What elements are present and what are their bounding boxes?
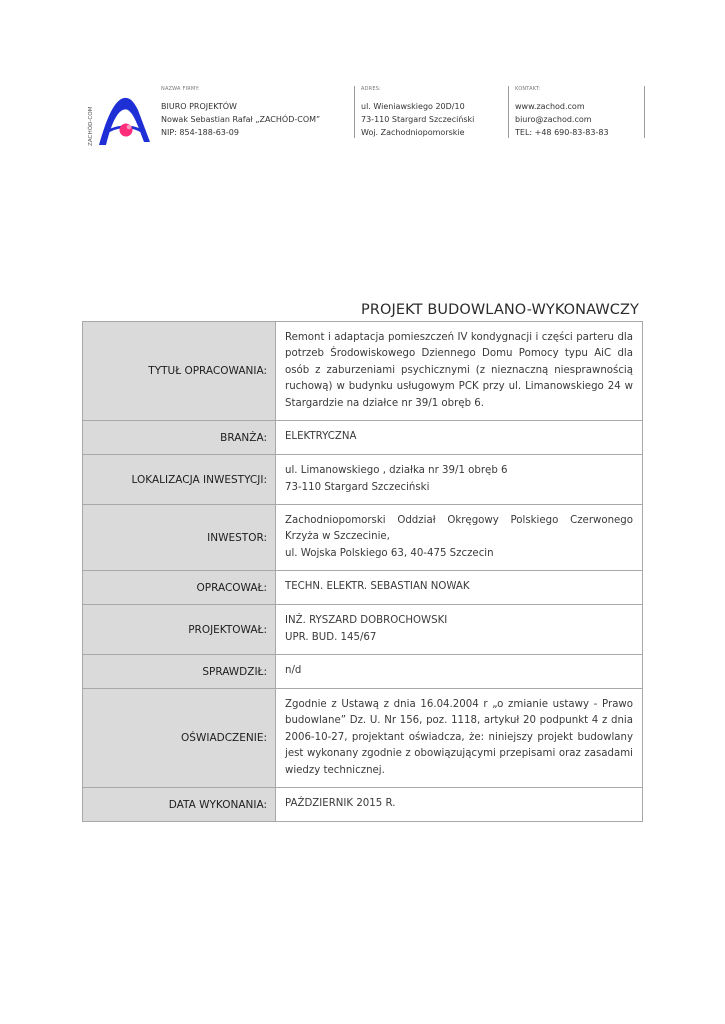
- table-row-location: [83, 455, 643, 505]
- contact-caption: KONTAKT:: [515, 86, 541, 92]
- row-value-line: Zgodnie z Ustawą z dnia 16.04.2004 r „o zmianie ustawy - Prawo budowlane” Dz. U. Nr 156, poz. 1118, artykuł 20 podpunkt 4 z dnia 2006-10-27, projektant oświadcza, że: niniejszy projekt budowlany jest wykonany zgodnie z obowiązującymi przepisami oraz zasadami wiedzy technicznej.: [285, 698, 633, 776]
- row-value: [276, 605, 643, 655]
- document-title: PROJEKT BUDOWLANO-WYKONAWCZY: [361, 302, 639, 318]
- row-value: [276, 505, 643, 571]
- company-name: BIURO PROJEKTÓW: [161, 102, 237, 111]
- row-label: TYTUŁ OPRACOWANIA:: [83, 322, 276, 421]
- address-region: Woj. Zachodniopomorskie: [361, 128, 465, 137]
- table-row-designed-by: [83, 605, 643, 655]
- row-label: LOKALIZACJA INWESTYCJI:: [83, 455, 276, 505]
- row-value-line: Zachodniopomorski Oddział Okręgowy Polskiego Czerwonego Krzyża w Szczecinie,: [285, 514, 633, 543]
- row-value-line: UPR. BUD. 145/67: [285, 631, 377, 643]
- row-value: [276, 655, 643, 689]
- header-divider: [644, 86, 645, 138]
- row-label: DATA WYKONANIA:: [83, 788, 276, 822]
- contact-website[interactable]: www.zachod.com: [515, 102, 585, 111]
- company-owner: Nowak Sebastian Rafał „ZACHÓD-COM”: [161, 115, 321, 124]
- row-value-line: TECHN. ELEKTR. SEBASTIAN NOWAK: [285, 581, 470, 593]
- row-label: INWESTOR:: [83, 505, 276, 571]
- address-info: [354, 86, 501, 138]
- row-value-line: 73-110 Stargard Szczeciński: [285, 481, 430, 493]
- row-label: SPRAWDZIŁ:: [83, 655, 276, 689]
- row-value: [276, 455, 643, 505]
- table-row-investor: [83, 505, 643, 571]
- row-value-line: n/d: [285, 665, 302, 677]
- contact-email[interactable]: biuro@zachod.com: [515, 115, 592, 124]
- row-value: [276, 571, 643, 605]
- row-label: PROJEKTOWAŁ:: [83, 605, 276, 655]
- address-street: ul. Wieniawskiego 20D/10: [361, 102, 465, 111]
- row-value-line: ELEKTRYCZNA: [285, 431, 357, 443]
- row-label: OŚWIADCZENIE:: [83, 689, 276, 788]
- row-value-line: ul. Limanowskiego , działka nr 39/1 obręb 6: [285, 464, 508, 476]
- company-info: [155, 86, 351, 138]
- row-label: BRANŻA:: [83, 421, 276, 455]
- table-row-title: [83, 322, 643, 421]
- company-caption: NAZWA FIRMY:: [161, 86, 200, 92]
- row-value-line: Remont i adaptacja pomieszczeń IV kondygnacji i części parteru dla potrzeb Środowiskowego Dziennego Domu Pomocy typu AiC dla osób z zaburzeniami psychicznymi (z nieznaczną niesprawnością ruchową) w budynku usługowym PCK przy ul. Limanowskiego 24 w Stargardzie na działce nr 39/1 obręb 6.: [285, 331, 633, 409]
- row-value: [276, 421, 643, 455]
- row-value-line: PAŹDZIERNIK 2015 R.: [285, 798, 396, 810]
- contact-phone: TEL: +48 690-83-83-83: [515, 128, 609, 137]
- row-value: [276, 689, 643, 788]
- table-row-date: [83, 788, 643, 822]
- address-city: 73-110 Stargard Szczeciński: [361, 115, 475, 124]
- row-value-line: ul. Wojska Polskiego 63, 40-475 Szczecin: [285, 547, 494, 559]
- contact-info: [508, 86, 645, 138]
- table-row-checked-by: [83, 655, 643, 689]
- address-caption: ADRES:: [361, 86, 381, 92]
- row-value: [276, 322, 643, 421]
- table-row-statement: [83, 689, 643, 788]
- svg-text:ZACHÓD-COM: ZACHÓD-COM: [88, 106, 94, 146]
- company-nip: NIP: 854-188-63-09: [161, 128, 239, 137]
- row-value: [276, 788, 643, 822]
- project-info-table: [82, 321, 643, 822]
- row-label: OPRACOWAŁ:: [83, 571, 276, 605]
- row-value-line: INŻ. RYSZARD DOBROCHOWSKI: [285, 614, 448, 626]
- table-row-prepared-by: [83, 571, 643, 605]
- logo-wordmark: [84, 92, 96, 146]
- table-row-branch: [83, 421, 643, 455]
